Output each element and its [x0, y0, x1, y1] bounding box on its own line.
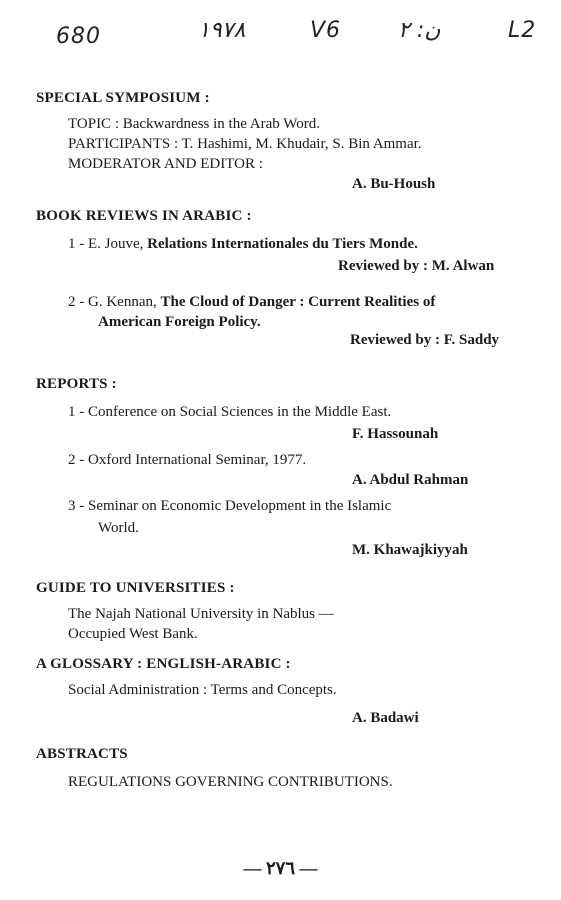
review-author: G. Kennan, [88, 294, 157, 310]
review-title: The Cloud of Danger : Current Realities of [160, 294, 436, 310]
section-title-reports: REPORTS : [36, 376, 117, 392]
review-item-2 [68, 294, 435, 311]
abstracts-line: REGULATIONS GOVERNING CONTRIBUTIONS. [68, 774, 393, 790]
report-text: Oxford International Seminar, 1977. [88, 452, 307, 468]
review-author: E. Jouve, [88, 236, 144, 252]
symposium-topic: TOPIC : Backwardness in the Arab Word. [68, 116, 320, 132]
report-number: 1 - [68, 404, 85, 420]
section-title-abstracts: ABSTRACTS [36, 746, 128, 762]
page-number: — ٢٧٦ — [243, 858, 318, 878]
guide-line-2: Occupied West Bank. [68, 626, 198, 642]
report-text: Conference on Social Sciences in the Middle East. [88, 404, 392, 420]
glossary-author: A. Badawi [352, 710, 419, 726]
symposium-moderator-label: MODERATOR AND EDITOR : [68, 156, 263, 172]
review-number: 1 - [68, 236, 85, 252]
handwritten-volume: V6 [310, 18, 342, 43]
handwritten-issue: ن: ٢ [398, 18, 441, 43]
handwritten-number: 680 [56, 24, 101, 49]
handwritten-year: ١٩٧٨ [198, 18, 246, 43]
review-title-continued: American Foreign Policy. [98, 314, 261, 330]
section-title-book-reviews: BOOK REVIEWS IN ARABIC : [36, 208, 252, 224]
review-reviewer-1: Reviewed by : M. Alwan [338, 258, 495, 274]
section-title-guide: GUIDE TO UNIVERSITIES : [36, 580, 235, 596]
report-item-3 [68, 498, 391, 515]
section-title-glossary: A GLOSSARY : ENGLISH-ARABIC : [36, 656, 291, 672]
review-title: Relations Internationales du Tiers Monde. [147, 236, 418, 252]
review-item-1 [68, 236, 418, 253]
report-text: Seminar on Economic Development in the Islamic [88, 498, 392, 514]
review-reviewer-2: Reviewed by : F. Saddy [350, 332, 500, 348]
symposium-participants: PARTICIPANTS : T. Hashimi, M. Khudair, S. Bin Ammar. [68, 136, 422, 152]
guide-line-1: The Najah National University in Nablus — [68, 606, 334, 622]
report-item-1 [68, 404, 391, 421]
report-number: 2 - [68, 452, 85, 468]
report-author-2: A. Abdul Rahman [352, 472, 469, 488]
review-number: 2 - [68, 294, 85, 310]
report-author-1: F. Hassounah [352, 426, 439, 442]
handwritten-code: L2 [508, 18, 537, 43]
symposium-editor: A. Bu-Housh [352, 176, 436, 192]
section-title-symposium: SPECIAL SYMPOSIUM : [36, 90, 210, 106]
report-number: 3 - [68, 498, 85, 514]
report-item-2 [68, 452, 306, 469]
glossary-line: Social Administration : Terms and Concepts. [68, 682, 337, 698]
report-author-3: M. Khawajkiyyah [352, 542, 468, 558]
report-text-continued: World. [98, 520, 139, 536]
